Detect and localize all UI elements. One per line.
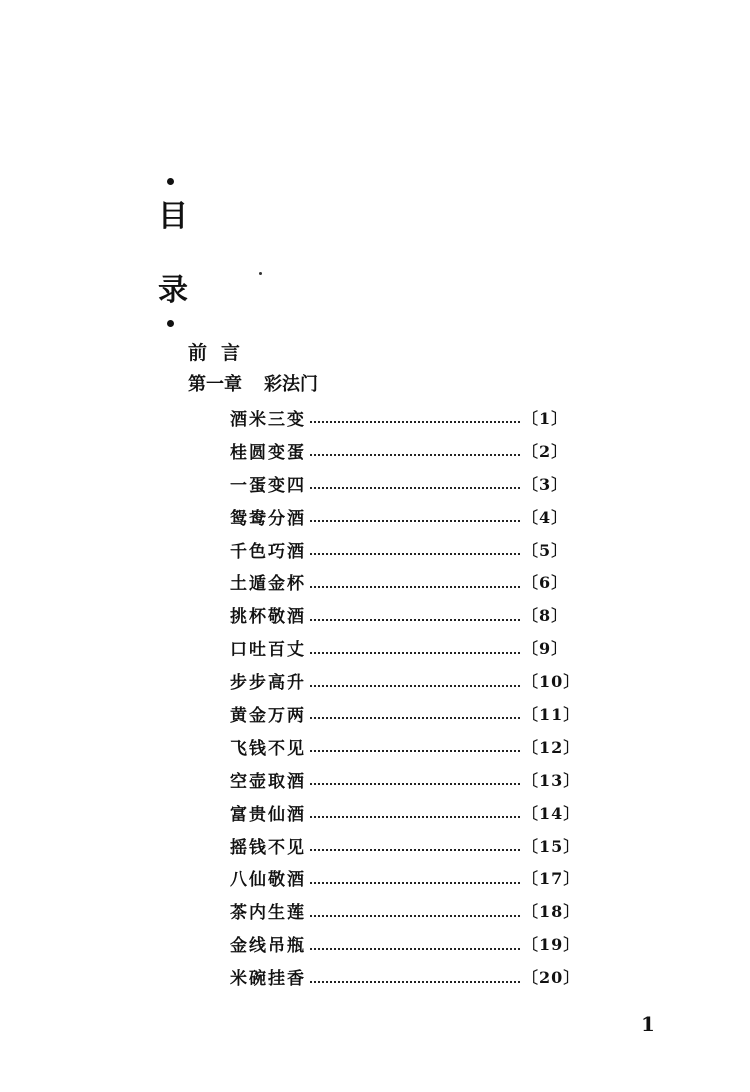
toc-entry <box>230 796 590 829</box>
toc-entry <box>230 500 590 533</box>
toc-entry-page: 〔2〕 <box>522 441 569 461</box>
toc-entry-page: 〔15〕 <box>522 836 581 856</box>
heading-char-1: 目 <box>158 199 188 234</box>
toc-entry-title: 飞钱不见 <box>230 738 306 759</box>
toc-entry-page: 〔14〕 <box>522 803 581 823</box>
toc-entry <box>230 565 590 598</box>
dot-leader <box>310 685 520 687</box>
toc-entry-page: 〔18〕 <box>522 902 581 922</box>
toc-entry-title: 空壶取酒 <box>230 771 306 792</box>
page-number: 1 <box>641 1012 655 1036</box>
toc-entry-title: 千色巧酒 <box>230 541 306 562</box>
dot-leader <box>310 487 520 489</box>
toc-entry-title: 桂圆变蛋 <box>230 442 306 463</box>
toc-entry-title: 摇钱不见 <box>230 837 306 858</box>
toc-entry-page: 〔20〕 <box>522 968 581 988</box>
dot-leader <box>310 652 520 654</box>
toc-entry <box>230 763 590 796</box>
toc-entry <box>230 664 590 697</box>
toc-entry-title: 富贵仙酒 <box>230 804 306 825</box>
dot-leader <box>310 882 520 884</box>
toc-entry-title: 八仙敬酒 <box>230 870 306 891</box>
toc-entry <box>230 533 590 566</box>
toc-entry <box>230 960 590 993</box>
toc-entry-page: 〔1〕 <box>522 408 569 428</box>
toc-entry <box>230 467 590 500</box>
toc-entry-title: 米碗挂香 <box>230 969 306 990</box>
toc-entry <box>230 894 590 927</box>
dot-leader <box>310 553 520 555</box>
dot-leader <box>310 586 520 588</box>
toc-entry-page: 〔3〕 <box>522 474 569 494</box>
dot-leader <box>310 750 520 752</box>
toc-entry-title: 步步高升 <box>230 673 306 694</box>
toc-entry <box>230 401 590 434</box>
toc-entry-page: 〔11〕 <box>522 704 581 724</box>
toc-entry <box>230 829 590 862</box>
toc-entry-title: 土遁金杯 <box>230 574 306 595</box>
toc-entry-page: 〔19〕 <box>522 935 581 955</box>
toc-entry-page: 〔9〕 <box>522 639 569 659</box>
dot-leader <box>310 981 520 983</box>
dot-leader <box>310 421 520 423</box>
dot-leader <box>310 816 520 818</box>
dot-leader <box>310 619 520 621</box>
dot-leader <box>310 520 520 522</box>
toc-entry-page: 〔17〕 <box>522 869 581 889</box>
toc-chapter-heading <box>188 372 318 398</box>
toc-entry <box>230 631 590 664</box>
toc-entry-title: 鸳鸯分酒 <box>230 508 306 529</box>
dot-leader <box>310 915 520 917</box>
toc-entry-page: 〔6〕 <box>522 573 569 593</box>
toc-entry-page: 〔10〕 <box>522 672 581 692</box>
heading-dot-bottom <box>167 320 174 327</box>
toc-entry-page: 〔4〕 <box>522 507 569 527</box>
toc-entry-title: 茶内生莲 <box>230 903 306 924</box>
chapter-name: 彩法门 <box>264 374 318 395</box>
speck-mark <box>259 272 262 275</box>
toc-entry <box>230 861 590 894</box>
toc-entry-page: 〔12〕 <box>522 737 581 757</box>
toc-entry-page: 〔8〕 <box>522 606 569 626</box>
heading-char-2: 录 <box>158 273 188 308</box>
toc-entry <box>230 927 590 960</box>
toc-entry <box>230 730 590 763</box>
dot-leader <box>310 948 520 950</box>
toc-entry-page: 〔13〕 <box>522 770 581 790</box>
heading-dot-top <box>167 178 174 185</box>
toc-entry-title: 金线吊瓶 <box>230 936 306 957</box>
dot-leader <box>310 717 520 719</box>
dot-leader <box>310 783 520 785</box>
chapter-number: 第一章 <box>188 374 242 395</box>
toc-entry-page: 〔5〕 <box>522 540 569 560</box>
toc-entry <box>230 697 590 730</box>
toc-entry-title: 黄金万两 <box>230 705 306 726</box>
toc-preface: 前言 <box>188 342 255 364</box>
dot-leader <box>310 454 520 456</box>
toc-entry-title: 一蛋变四 <box>230 475 306 496</box>
dot-leader <box>310 849 520 851</box>
toc-entry-title: 口吐百丈 <box>230 640 306 661</box>
toc-entry <box>230 598 590 631</box>
toc-entry-title: 酒米三变 <box>230 409 306 430</box>
toc-entry <box>230 434 590 467</box>
toc-entry-title: 挑杯敬酒 <box>230 607 306 628</box>
toc-list <box>230 401 590 993</box>
